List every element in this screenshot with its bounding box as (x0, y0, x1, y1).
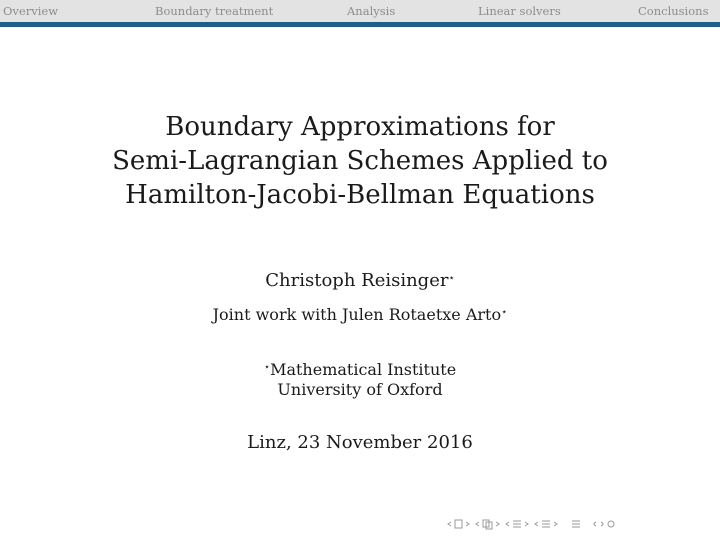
slide-title (0, 110, 720, 212)
next-subsection-arrow-icon (496, 522, 499, 526)
nav-item-conclusions[interactable]: Conclusions (638, 4, 709, 18)
title-line-3: Hamilton-Jacobi-Bellman Equations (125, 180, 595, 210)
prev-document-arrow-icon (535, 522, 538, 526)
prev-subsection-arrow-icon (476, 522, 479, 526)
nav-item-overview[interactable]: Overview (3, 4, 59, 18)
nav-item-analysis[interactable]: Analysis (347, 4, 396, 18)
back-icon (594, 522, 596, 526)
beamer-nav-icons[interactable] (446, 517, 710, 531)
prev-section-arrow-icon (506, 522, 509, 526)
section-icon (513, 521, 521, 527)
nav-item-boundary-treatment[interactable]: Boundary treatment (155, 4, 274, 18)
author-affiliation-marker: ⋆ (448, 273, 455, 284)
institution-marker: ⋆ (263, 362, 271, 373)
author-line (0, 270, 720, 291)
document-icon (542, 521, 550, 527)
beamer-navigation-controls (446, 517, 710, 531)
institution-line-2: University of Oxford (277, 380, 443, 399)
search-icon (608, 521, 614, 527)
title-line-2: Semi-Lagrangian Schemes Applied to (112, 146, 608, 176)
nav-item-linear-solvers[interactable]: Linear solvers (478, 4, 561, 18)
appendix-icon (572, 521, 580, 527)
institution-block (0, 358, 720, 400)
joint-work-line (0, 305, 720, 324)
section-nav-bar (0, 0, 720, 22)
joint-affiliation-marker: ⋆ (501, 307, 508, 318)
joint-work-text: Joint work with Julen Rotaetxe Arto (212, 305, 502, 324)
next-frame-arrow-icon (466, 522, 469, 526)
next-document-arrow-icon (554, 522, 557, 526)
accent-divider (0, 22, 720, 27)
author-name: Christoph Reisinger (265, 270, 449, 291)
next-section-arrow-icon (525, 522, 528, 526)
institution-line-1: Mathematical Institute (270, 360, 457, 379)
title-line-1: Boundary Approximations for (165, 112, 555, 142)
frame-icon (455, 520, 462, 528)
event-date: Linz, 23 November 2016 (247, 432, 473, 453)
prev-frame-arrow-icon (448, 522, 451, 526)
forward-icon (601, 522, 603, 526)
